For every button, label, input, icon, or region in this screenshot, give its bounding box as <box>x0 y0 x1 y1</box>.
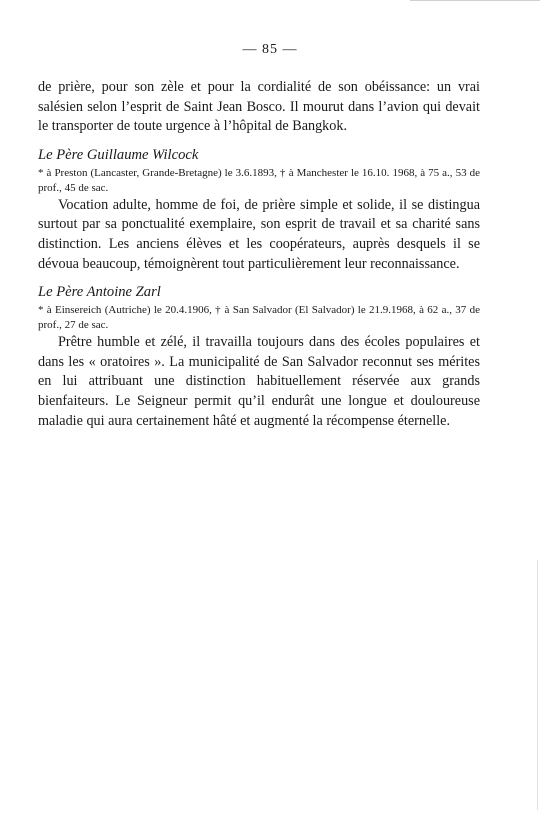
obituary-entry-zarl <box>38 283 480 431</box>
entry-text: Vocation adulte, homme de foi, de prière simple et solide, il se distingua surtout par sa ponctualité exemplaire, son esprit de travail et sa charité sans distinction. Les anciens élèves et les coopérateurs, auprès desquels il se dévoua beaucoup, témoignèrent tout particulièrement leur reconnaissance. <box>38 196 480 272</box>
entry-details: * à Preston (Lancaster, Grande-Bretagne) le 3.6.1893, † à Manchester le 16.10. 1968, à 75 a., 53 de prof., 45 de sac. <box>38 166 480 194</box>
page-body <box>38 78 480 431</box>
scan-edge-top <box>410 0 540 1</box>
entry-name: Le Père Antoine Zarl <box>38 284 161 301</box>
scan-edge-right <box>537 560 538 810</box>
obituary-entry-wilcock <box>38 146 480 274</box>
intro-paragraph: de prière, pour son zèle et pour la cordialité de son obéissance: un vrai salésien selon l’esprit de Saint Jean Bosco. Il mourut dans l’avion qui devait le transporter de toute urgence à l’hôpital de Bangkok. <box>38 79 480 135</box>
page-number: — 85 — <box>242 42 298 57</box>
entry-text: Prêtre humble et zélé, il travailla toujours dans des écoles populaires et dans les « oratoires ». La municipalité de San Salvador reconnut ses mérites en lui attribuant une distinction habituellement réservée aux grands bienfaiteurs. Le Seigneur permit qu’il endurât une longue et douloureuse maladie qui aura certainement hâté et augmenté la récompense éternelle. <box>38 334 480 429</box>
entry-details: * à Einsereich (Autriche) le 20.4.1906, † à San Salvador (El Salvador) le 21.9.1968, à 62 a., 37 de prof., 27 de sac. <box>38 304 480 332</box>
entry-name: Le Père Guillaume Wilcock <box>38 146 199 163</box>
